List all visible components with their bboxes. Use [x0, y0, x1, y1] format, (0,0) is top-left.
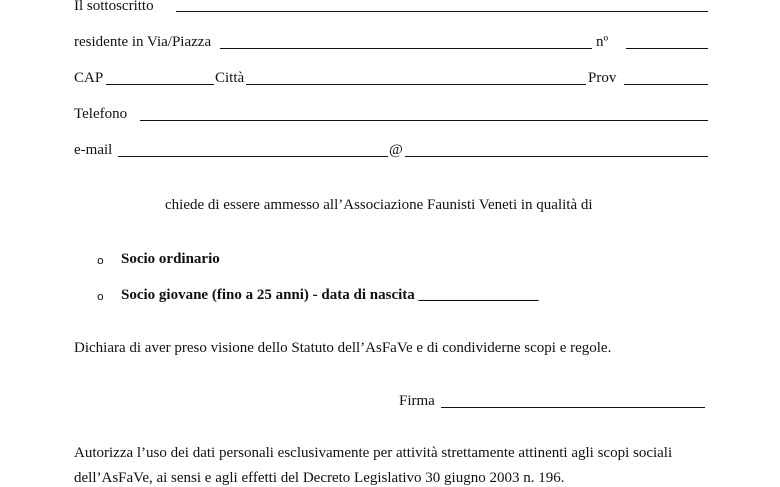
number-field[interactable]: [626, 48, 708, 49]
phone-label: Telefono: [74, 106, 128, 122]
consent-text-line2: dell’AsFaVe, ai sensi e agli effetti del Decreto Legislativo 30 giugno 2003 n. 196.: [74, 470, 565, 486]
email-user-field[interactable]: [118, 156, 388, 157]
option-ordinary-radio[interactable]: o: [97, 254, 104, 267]
consent-text-line1: Autorizza l’uso dei dati personali esclusivamente per attività strettamente attinenti agli scopi sociali: [74, 445, 673, 461]
request-text: chiede di essere ammesso all’Associazione Faunisti Veneti in qualità di: [165, 197, 593, 213]
email-domain-field[interactable]: [405, 156, 708, 157]
option-young-radio[interactable]: o: [97, 290, 104, 303]
residence-label: residente in Via/Piazza: [74, 34, 212, 50]
city-field[interactable]: [246, 84, 586, 85]
signature-label: Firma: [399, 393, 435, 409]
signature-field[interactable]: [441, 407, 705, 408]
undersigned-label: Il sottoscritto: [74, 0, 154, 14]
declaration-text: Dichiara di aver preso visione dello Statuto dell’AsFaVe e di condividerne scopi e regole.: [74, 340, 612, 356]
residence-field[interactable]: [220, 48, 592, 49]
email-label: e-mail: [74, 142, 113, 158]
option-young-label: Socio giovane (fino a 25 anni) - data di nascita ________________: [121, 287, 539, 303]
phone-field[interactable]: [140, 120, 708, 121]
cap-label: CAP: [74, 70, 104, 86]
number-label: nº: [596, 34, 609, 50]
option-ordinary-label: Socio ordinario: [121, 251, 220, 267]
at-sign: @: [389, 142, 403, 158]
province-field[interactable]: [624, 84, 708, 85]
cap-field[interactable]: [106, 84, 214, 85]
province-label: Prov: [588, 70, 617, 86]
undersigned-field[interactable]: [176, 11, 708, 12]
city-label: Città: [215, 70, 245, 86]
